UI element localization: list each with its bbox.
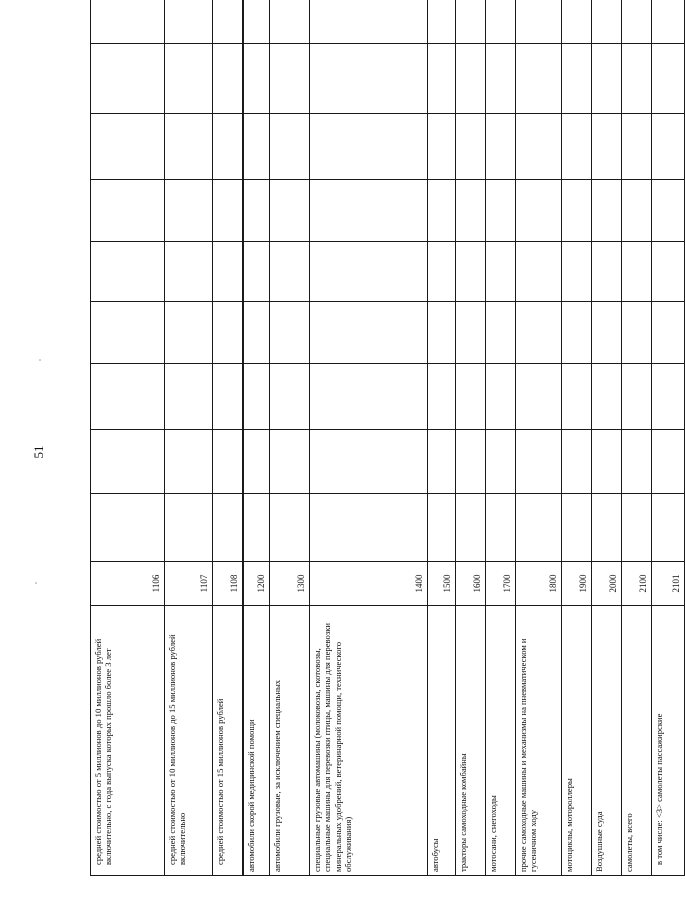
row-code: 1900 [562, 562, 592, 606]
empty-cell [91, 0, 165, 44]
table-row [243, 0, 270, 876]
empty-cell [165, 494, 213, 562]
empty-cell [310, 180, 428, 242]
row-code: 1107 [165, 562, 213, 606]
row-label: автомобили скорой медицинской помощи [243, 606, 270, 876]
row-code: 2000 [592, 562, 622, 606]
empty-cell [622, 430, 652, 494]
empty-cell [516, 0, 562, 44]
empty-cell [622, 364, 652, 430]
empty-cell [486, 364, 516, 430]
empty-cell [165, 0, 213, 44]
empty-cell [516, 242, 562, 302]
empty-cell [562, 302, 592, 364]
empty-cell [270, 114, 310, 180]
data-table [90, 0, 685, 876]
empty-cell [165, 180, 213, 242]
empty-cell [270, 242, 310, 302]
table-row [91, 0, 165, 876]
empty-cell [456, 302, 486, 364]
empty-cell [91, 114, 165, 180]
empty-cell [91, 180, 165, 242]
empty-cell [165, 242, 213, 302]
empty-cell [486, 114, 516, 180]
empty-cell [213, 302, 243, 364]
empty-cell [592, 430, 622, 494]
empty-cell [310, 242, 428, 302]
empty-cell [562, 114, 592, 180]
row-label: мотоциклы, мотороллеры [562, 606, 592, 876]
empty-cell [516, 180, 562, 242]
empty-cell [652, 114, 685, 180]
empty-cell [486, 44, 516, 114]
table-row [456, 0, 486, 876]
page-number: 51 [31, 445, 46, 459]
empty-cell [270, 494, 310, 562]
empty-cell [486, 180, 516, 242]
row-label: специальные грузовые автомашины (молоковозы, скотовозы, специальные машины для перевозки птицы, машины для перевозки минеральных удобрений, ветеринарной помощи, технического обслуживания) [310, 606, 428, 876]
empty-cell [652, 494, 685, 562]
empty-cell [243, 180, 270, 242]
empty-cell [165, 302, 213, 364]
empty-cell [516, 430, 562, 494]
empty-cell [456, 242, 486, 302]
empty-cell [270, 430, 310, 494]
empty-cell [592, 242, 622, 302]
empty-cell [310, 44, 428, 114]
empty-cell [622, 0, 652, 44]
empty-cell [310, 430, 428, 494]
empty-cell [456, 114, 486, 180]
empty-cell [486, 302, 516, 364]
table-row [652, 0, 685, 876]
empty-cell [310, 494, 428, 562]
row-label: средней стоимостью от 10 миллионов до 15 миллионов рублей включительно [165, 606, 213, 876]
empty-cell [562, 180, 592, 242]
row-code: 1700 [486, 562, 516, 606]
table-row [486, 0, 516, 876]
empty-cell [486, 242, 516, 302]
empty-cell [622, 302, 652, 364]
table-row [310, 0, 428, 876]
table-row [428, 0, 456, 876]
empty-cell [592, 180, 622, 242]
row-code: 2101 [652, 562, 685, 606]
empty-cell [652, 0, 685, 44]
empty-cell [456, 430, 486, 494]
empty-cell [456, 494, 486, 562]
empty-cell [213, 242, 243, 302]
empty-cell [213, 494, 243, 562]
row-code: 1106 [91, 562, 165, 606]
empty-cell [592, 364, 622, 430]
empty-cell [213, 44, 243, 114]
empty-cell [516, 302, 562, 364]
empty-cell [243, 44, 270, 114]
table-frame [90, 20, 681, 876]
empty-cell [516, 114, 562, 180]
empty-cell [428, 0, 456, 44]
empty-cell [592, 494, 622, 562]
empty-cell [456, 44, 486, 114]
empty-cell [91, 302, 165, 364]
table-row [592, 0, 622, 876]
row-label: автобусы [428, 606, 456, 876]
empty-cell [91, 364, 165, 430]
row-code: 1108 [213, 562, 243, 606]
empty-cell [622, 114, 652, 180]
empty-cell [165, 44, 213, 114]
row-label: средней стоимостью от 15 миллионов рублей [213, 606, 243, 876]
row-label: мотосани, снегоходы [486, 606, 516, 876]
empty-cell [516, 494, 562, 562]
empty-cell [428, 180, 456, 242]
empty-cell [310, 302, 428, 364]
empty-cell [456, 364, 486, 430]
row-code: 2100 [622, 562, 652, 606]
table-row [516, 0, 562, 876]
empty-cell [213, 114, 243, 180]
row-label: средней стоимостью от 5 миллионов до 10 миллионов рублей включительно, с года выпуска которых прошло более 3 лет [91, 606, 165, 876]
empty-cell [310, 364, 428, 430]
empty-cell [91, 242, 165, 302]
row-label: прочие самоходные машины и механизмы на пневматическом и гусеничном ходу [516, 606, 562, 876]
row-label: Воздушные суда [592, 606, 622, 876]
empty-cell [562, 44, 592, 114]
empty-cell [562, 494, 592, 562]
table-row [562, 0, 592, 876]
table-row [270, 0, 310, 876]
empty-cell [91, 430, 165, 494]
empty-cell [428, 44, 456, 114]
empty-cell [592, 302, 622, 364]
empty-cell [562, 0, 592, 44]
empty-cell [428, 242, 456, 302]
table-row [213, 0, 243, 876]
empty-cell [428, 494, 456, 562]
empty-cell [310, 114, 428, 180]
empty-cell [652, 242, 685, 302]
empty-cell [165, 430, 213, 494]
row-code: 1200 [243, 562, 270, 606]
empty-cell [516, 44, 562, 114]
empty-cell [622, 180, 652, 242]
empty-cell [592, 44, 622, 114]
empty-cell [213, 430, 243, 494]
empty-cell [243, 302, 270, 364]
empty-cell [622, 242, 652, 302]
empty-cell [652, 430, 685, 494]
row-code: 1300 [270, 562, 310, 606]
empty-cell [516, 364, 562, 430]
empty-cell [243, 0, 270, 44]
empty-cell [652, 302, 685, 364]
empty-cell [562, 242, 592, 302]
empty-cell [486, 494, 516, 562]
row-label: в том числе: <3> самолеты пассажирские [652, 606, 685, 876]
empty-cell [428, 302, 456, 364]
row-label: самолеты, всего [622, 606, 652, 876]
empty-cell [213, 364, 243, 430]
empty-cell [456, 180, 486, 242]
empty-cell [270, 44, 310, 114]
empty-cell [592, 0, 622, 44]
empty-cell [165, 364, 213, 430]
empty-cell [652, 180, 685, 242]
empty-cell [270, 180, 310, 242]
empty-cell [165, 114, 213, 180]
empty-cell [91, 494, 165, 562]
empty-cell [622, 44, 652, 114]
empty-cell [310, 0, 428, 44]
empty-cell [243, 242, 270, 302]
row-code: 1500 [428, 562, 456, 606]
table-row [165, 0, 213, 876]
empty-cell [456, 0, 486, 44]
empty-cell [91, 44, 165, 114]
empty-cell [486, 0, 516, 44]
empty-cell [243, 430, 270, 494]
table-row [622, 0, 652, 876]
empty-cell [428, 364, 456, 430]
empty-cell [213, 0, 243, 44]
empty-cell [562, 430, 592, 494]
empty-cell [652, 44, 685, 114]
empty-cell [622, 494, 652, 562]
empty-cell [213, 180, 243, 242]
empty-cell [270, 0, 310, 44]
empty-cell [428, 430, 456, 494]
empty-cell [652, 364, 685, 430]
row-code: 1800 [516, 562, 562, 606]
empty-cell [243, 114, 270, 180]
row-code: 1600 [456, 562, 486, 606]
row-label: автомобили грузовые, за исключением специальных [270, 606, 310, 876]
empty-cell [486, 430, 516, 494]
empty-cell [270, 302, 310, 364]
empty-cell [428, 114, 456, 180]
empty-cell [562, 364, 592, 430]
empty-cell [270, 364, 310, 430]
row-code: 1400 [310, 562, 428, 606]
row-label: тракторы самоходные комбайны [456, 606, 486, 876]
empty-cell [592, 114, 622, 180]
empty-cell [243, 364, 270, 430]
empty-cell [243, 494, 270, 562]
